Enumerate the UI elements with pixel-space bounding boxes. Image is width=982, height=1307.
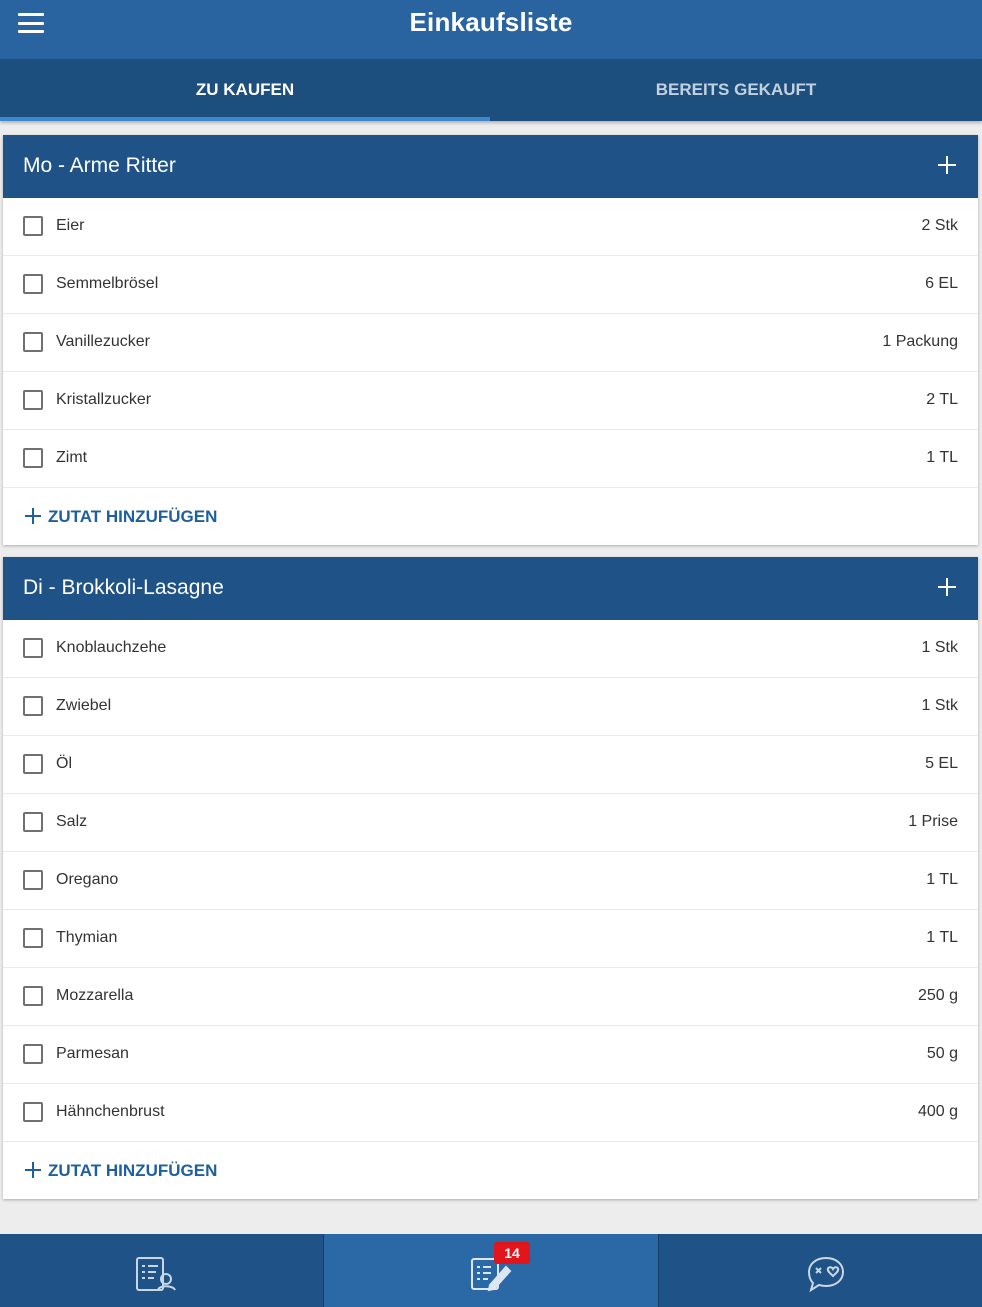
- item-checkbox[interactable]: [23, 274, 43, 294]
- plus-icon: [25, 1162, 41, 1178]
- item-quantity: 2 TL: [926, 391, 958, 408]
- shopping-list: [3, 135, 978, 1211]
- item-name: Parmesan: [56, 1045, 129, 1062]
- chat-heart-icon: [806, 1255, 846, 1293]
- item-name: Hähnchenbrust: [56, 1103, 165, 1120]
- item-quantity: 6 EL: [925, 275, 958, 292]
- list-item[interactable]: [3, 430, 978, 488]
- recipe-card-header: [3, 135, 978, 198]
- item-quantity: 1 Stk: [921, 639, 958, 656]
- bottom-nav: [0, 1234, 982, 1307]
- item-name: Thymian: [56, 929, 118, 946]
- item-checkbox[interactable]: [23, 754, 43, 774]
- list-item[interactable]: [3, 678, 978, 736]
- item-checkbox[interactable]: [23, 696, 43, 716]
- add-icon[interactable]: [938, 578, 956, 596]
- item-name: Kristallzucker: [56, 391, 152, 408]
- list-item[interactable]: [3, 968, 978, 1026]
- list-item[interactable]: [3, 620, 978, 678]
- page-title: Einkaufsliste: [409, 7, 573, 37]
- item-checkbox[interactable]: [23, 928, 43, 948]
- add-ingredient-button[interactable]: [3, 488, 978, 545]
- add-ingredient-button[interactable]: [3, 1142, 978, 1199]
- recipe-card: [3, 135, 978, 545]
- list-item[interactable]: [3, 1026, 978, 1084]
- item-name: Salz: [56, 813, 88, 830]
- nav-shopping-list[interactable]: [323, 1234, 659, 1307]
- item-name: Knoblauchzehe: [56, 639, 167, 656]
- item-quantity: 5 EL: [925, 755, 958, 772]
- tab-zu-kaufen[interactable]: ZU KAUFEN: [0, 59, 490, 121]
- item-name: Öl: [56, 755, 72, 772]
- add-ingredient-label: ZUTAT HINZUFÜGEN: [48, 1161, 218, 1180]
- tab-bereits-gekauft[interactable]: BEREITS GEKAUFT: [655, 80, 817, 99]
- item-checkbox[interactable]: [23, 448, 43, 468]
- list-item[interactable]: [3, 1084, 978, 1142]
- add-icon[interactable]: [938, 156, 956, 174]
- list-item[interactable]: [3, 198, 978, 256]
- item-name: Zimt: [56, 449, 88, 466]
- item-name: Semmelbrösel: [56, 275, 159, 292]
- item-checkbox[interactable]: [23, 390, 43, 410]
- list-item[interactable]: [3, 372, 978, 430]
- item-name: Zwiebel: [56, 697, 112, 714]
- list-item[interactable]: [3, 794, 978, 852]
- item-name: Mozzarella: [56, 987, 134, 1004]
- nav-recipe-search[interactable]: [0, 1234, 323, 1307]
- item-checkbox[interactable]: [23, 1102, 43, 1122]
- item-checkbox[interactable]: [23, 812, 43, 832]
- recipe-card-header: [3, 557, 978, 620]
- item-name: Oregano: [56, 871, 119, 888]
- plus-icon: [25, 508, 41, 524]
- item-checkbox[interactable]: [23, 986, 43, 1006]
- item-quantity: 1 Prise: [908, 813, 958, 830]
- recipe-search-icon: [135, 1255, 177, 1293]
- item-quantity: 1 TL: [926, 929, 958, 946]
- nav-chat[interactable]: [659, 1234, 982, 1307]
- item-quantity: 1 Packung: [882, 333, 958, 350]
- item-quantity: 400 g: [917, 1103, 958, 1120]
- item-quantity: 1 TL: [926, 449, 958, 466]
- item-quantity: 2 Stk: [921, 217, 958, 234]
- item-quantity: 1 TL: [926, 871, 958, 888]
- item-name: Eier: [56, 217, 85, 234]
- item-quantity: 250 g: [917, 987, 958, 1004]
- item-quantity: 1 Stk: [921, 697, 958, 714]
- recipe-title: Di - Brokkoli-Lasagne: [23, 576, 224, 599]
- item-checkbox[interactable]: [23, 332, 43, 352]
- list-item[interactable]: [3, 736, 978, 794]
- app-bar: [0, 0, 982, 59]
- recipe-card: [3, 557, 978, 1199]
- tab-bar: [0, 59, 982, 121]
- item-name: Vanillezucker: [56, 333, 150, 350]
- add-ingredient-label: ZUTAT HINZUFÜGEN: [48, 507, 218, 526]
- item-checkbox[interactable]: [23, 216, 43, 236]
- list-item[interactable]: [3, 852, 978, 910]
- shopping-list-count-badge: 14: [494, 1242, 530, 1264]
- list-item[interactable]: [3, 314, 978, 372]
- item-checkbox[interactable]: [23, 638, 43, 658]
- list-item[interactable]: [3, 256, 978, 314]
- recipe-title: Mo - Arme Ritter: [23, 154, 176, 177]
- item-quantity: 50 g: [926, 1045, 958, 1062]
- list-item[interactable]: [3, 910, 978, 968]
- item-checkbox[interactable]: [23, 1044, 43, 1064]
- item-checkbox[interactable]: [23, 870, 43, 890]
